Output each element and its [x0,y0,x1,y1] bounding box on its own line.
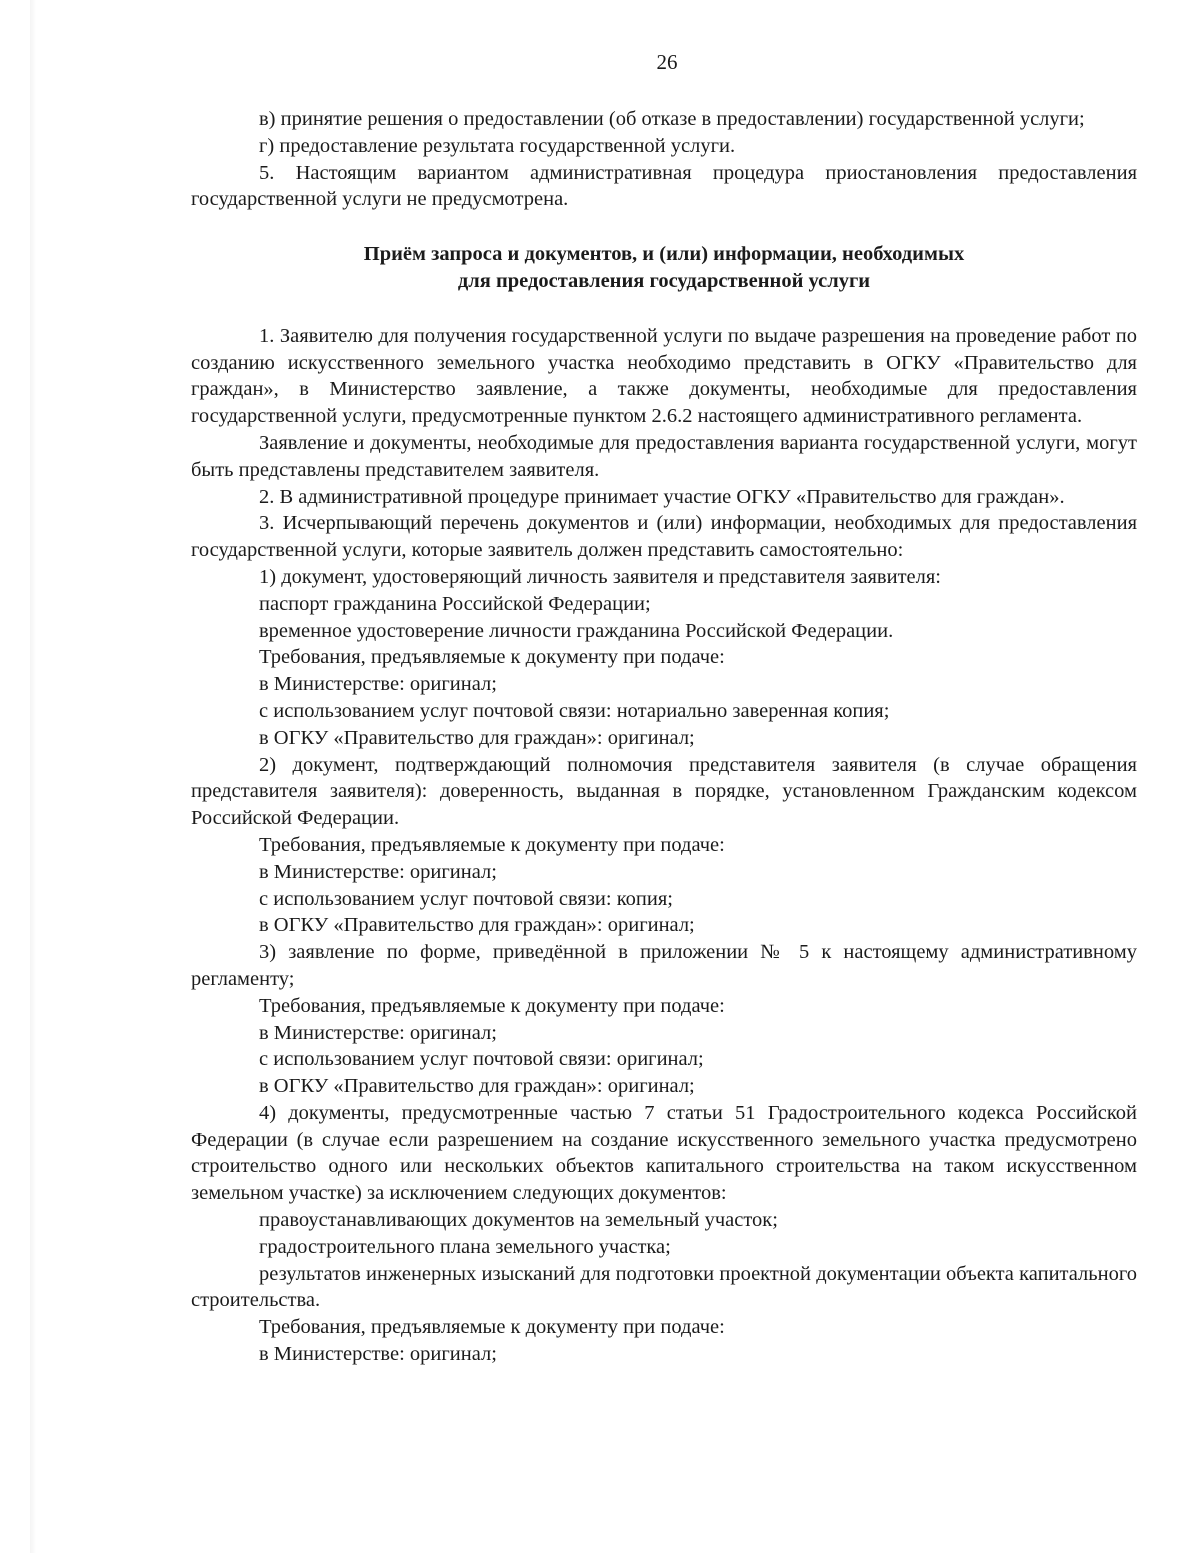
intro-item-g: г) предоставление результата государственной услуги. [259,134,736,157]
list-item: в ОГКУ «Правительство для граждан»: оригинал; [259,914,695,937]
list-item: с использованием услуг почтовой связи: оригинал; [259,1048,704,1071]
section-heading [191,241,1137,295]
list-item: результатов инженерных изысканий для подготовки проектной документации объекта капитального строительства. [191,1262,1137,1312]
list-item: Требования, предъявляемые к документу при подаче: [259,994,725,1017]
list-item: правоустанавливающих документов на земельный участок; [259,1209,778,1232]
list-item: в ОГКУ «Правительство для граждан»: оригинал; [259,726,695,749]
list-item: 2) документ, подтверждающий полномочия представителя заявителя (в случае обращения представителя заявителя): доверенность, выданная в порядке, установленном Гражданским кодексом Российской Федерации. [191,753,1137,830]
paragraph: 3. Исчерпывающий перечень документов и (или) информации, необходимых для предоставления государственной услуги, которые заявитель должен представить самостоятельно: [191,512,1137,562]
paragraph: 1. Заявителю для получения государственной услуги по выдаче разрешения на проведение работ по созданию искусственного земельного участка необходимо представить в ОГКУ «Правительство для граждан», в Министерство заявление, а также документы, необходимые для предоставления государственной услуги, предусмотренные пунктом 2.6.2 настоящего административного регламента. [191,324,1137,428]
list-item: 1) документ, удостоверяющий личность заявителя и представителя заявителя: [259,565,941,588]
list-item: в ОГКУ «Правительство для граждан»: оригинал; [259,1075,695,1098]
list-item: Требования, предъявляемые к документу при подаче: [259,646,725,669]
list-item: с использованием услуг почтовой связи: нотариально заверенная копия; [259,699,890,722]
paragraph: Заявление и документы, необходимые для предоставления варианта государственной услуги, могут быть представлены представителем заявителя. [191,431,1137,481]
list-item: в Министерстве: оригинал; [259,1343,497,1366]
list-item: в Министерстве: оригинал; [259,673,497,696]
intro-item-5: 5. Настоящим вариантом административная процедура приостановления предоставления государственной услуги не предусмотрена. [191,161,1137,211]
page-number: 26 [656,50,678,74]
list-item: в Министерстве: оригинал; [259,1021,497,1044]
scan-edge-shadow [30,0,36,1553]
list-item: в Министерстве: оригинал; [259,860,497,883]
list-item: Требования, предъявляемые к документу при подаче: [259,1316,725,1339]
list-item: 4) документы, предусмотренные частью 7 статьи 51 Градостроительного кодекса Российской Федерации (в случае если разрешением на создание искусственного земельного участка предусмотрено строительство одного или нескольких объектов капитального строительства на таком искусственном земельном участке) за исключением следующих документов: [191,1101,1137,1205]
list-item: градостроительного плана земельного участка; [259,1235,671,1258]
list-item: временное удостоверение личности гражданина Российской Федерации. [259,619,894,642]
paragraph: 2. В административной процедуре принимает участие ОГКУ «Правительство для граждан». [259,485,1065,508]
document-body [191,106,1137,1368]
list-item: паспорт гражданина Российской Федерации; [259,592,651,615]
intro-item-v: в) принятие решения о предоставлении (об отказе в предоставлении) государственной услуги; [259,108,1085,130]
list-item: Требования, предъявляемые к документу при подаче: [259,833,725,856]
section-heading-line-1: Приём запроса и документов, и (или) информации, необходимых [363,243,965,266]
list-item: с использованием услуг почтовой связи: копия; [259,887,673,910]
list-item: 3) заявление по форме, приведённой в приложении № 5 к настоящему административному регламенту; [191,941,1137,990]
section-heading-line-2: для предоставления государственной услуги [457,269,871,292]
